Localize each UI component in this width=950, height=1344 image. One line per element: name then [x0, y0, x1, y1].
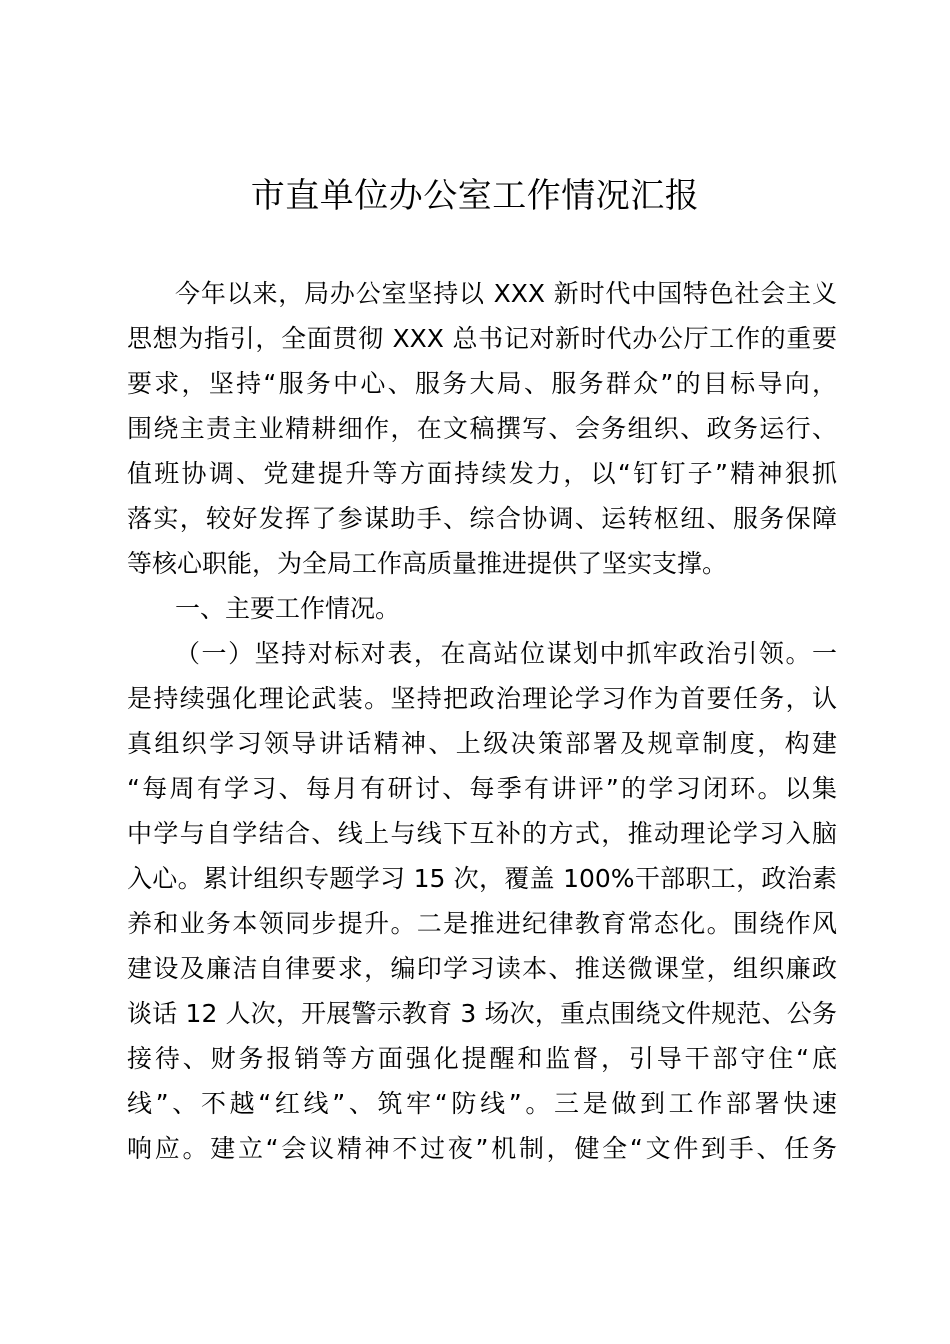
paragraph-line: 建设及廉洁自律要求，编印学习读本、推送微课堂，组织廉政: [127, 954, 837, 983]
paragraph-line: 是持续强化理论武装。坚持把政治理论学习作为首要任务，认: [127, 684, 837, 713]
paragraph-line: 养和业务本领同步提升。二是推进纪律教育常态化。围绕作风: [127, 909, 837, 938]
paragraph-line: 谈话 12 人次，开展警示教育 3 场次，重点围绕文件规范、公务: [127, 999, 837, 1028]
paragraph-line: 今年以来，局办公室坚持以 XXX 新时代中国特色社会主义: [175, 279, 837, 308]
section-heading: 一、主要工作情况。: [175, 594, 401, 623]
paragraph-line: 落实，较好发挥了参谋助手、综合协调、运转枢纽、服务保障: [127, 504, 837, 533]
paragraph-line: 值班协调、党建提升等方面持续发力，以“钉钉子”精神狠抓: [127, 459, 837, 488]
paragraph-line: 入心。累计组织专题学习 15 次，覆盖 100%干部职工，政治素: [127, 864, 837, 893]
document-title: 市直单位办公室工作情况汇报: [250, 176, 700, 216]
paragraph-line: 思想为指引，全面贯彻 XXX 总书记对新时代办公厅工作的重要: [127, 324, 837, 353]
paragraph-line: （一）坚持对标对表，在高站位谋划中抓牢政治引领。一: [175, 639, 837, 668]
paragraph-line: 等核心职能，为全局工作高质量推进提供了坚实支撑。: [127, 549, 728, 578]
paragraph-line: 线”、不越“红线”、筑牢“防线”。三是做到工作部署快速: [127, 1089, 837, 1118]
paragraph-line: 接待、财务报销等方面强化提醒和监督，引导干部守住“底: [127, 1044, 837, 1073]
paragraph-line: 围绕主责主业精耕细作，在文稿撰写、会务组织、政务运行、: [127, 414, 837, 443]
paragraph-line: “每周有学习、每月有研讨、每季有讲评”的学习闭环。以集: [127, 774, 837, 803]
paragraph-line: 响应。建立“会议精神不过夜”机制，健全“文件到手、任务: [127, 1134, 837, 1163]
paragraph-line: 要求，坚持“服务中心、服务大局、服务群众”的目标导向，: [127, 369, 837, 398]
paragraph-line: 中学与自学结合、线上与线下互补的方式，推动理论学习入脑: [127, 819, 837, 848]
paragraph-line: 真组织学习领导讲话精神、上级决策部署及规章制度，构建: [127, 729, 837, 758]
